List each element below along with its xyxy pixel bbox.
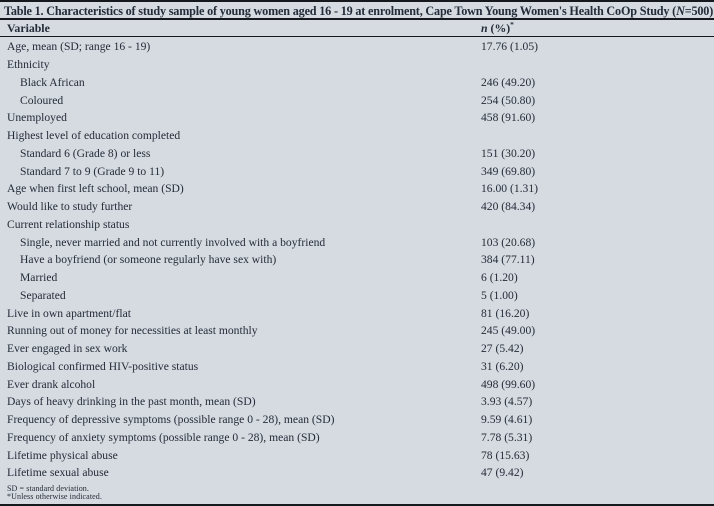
row-value: 349 (69.80)	[481, 164, 536, 178]
table-row	[0, 233, 714, 251]
table-row	[0, 162, 714, 180]
row-value: 420 (84.34)	[481, 200, 536, 214]
table-row	[0, 198, 714, 216]
column-header-variable: Variable	[7, 20, 50, 35]
table-row	[0, 358, 714, 376]
row-value: 78 (15.63)	[481, 448, 530, 462]
row-value: 17.76 (1.05)	[481, 40, 538, 54]
row-label: Biological confirmed HIV-positive status	[7, 359, 199, 373]
row-value: 103 (20.68)	[481, 235, 536, 249]
row-value: 7.78 (5.31)	[481, 430, 533, 444]
row-value: 5 (1.00)	[481, 288, 518, 302]
row-label: Lifetime sexual abuse	[7, 466, 109, 480]
row-label: Ethnicity	[7, 58, 50, 72]
row-label: Married	[20, 271, 58, 285]
row-label: Have a boyfriend (or someone regularly have sex with)	[20, 253, 277, 267]
table-row	[0, 446, 714, 464]
row-label: Days of heavy drinking in the past month, mean (SD)	[7, 395, 256, 409]
table-row	[0, 38, 714, 56]
table-row	[0, 340, 714, 358]
table-footnotes	[0, 485, 714, 502]
table-row	[0, 393, 714, 411]
row-label: Standard 7 to 9 (Grade 9 to 11)	[20, 164, 165, 178]
table-row	[0, 91, 714, 109]
row-value: 27 (5.42)	[481, 342, 524, 356]
row-value: 245 (49.00)	[481, 324, 536, 338]
row-label: Coloured	[20, 93, 64, 107]
row-value: 498 (99.60)	[481, 377, 536, 391]
row-value: 6 (1.20)	[481, 271, 518, 285]
table-row	[0, 375, 714, 393]
row-value: 31 (6.20)	[481, 359, 524, 373]
row-label: Age when first left school, mean (SD)	[7, 182, 184, 196]
row-value: 151 (30.20)	[481, 146, 536, 160]
table-row	[0, 180, 714, 198]
row-label: Black African	[20, 75, 85, 89]
row-label: Would like to study further	[7, 200, 133, 214]
footnote-sd: SD = standard deviation.	[7, 483, 90, 493]
table-row	[0, 304, 714, 322]
row-value: 254 (50.80)	[481, 93, 536, 107]
table-row	[0, 56, 714, 74]
row-value: 384 (77.11)	[481, 253, 535, 267]
table-title	[0, 2, 714, 20]
row-label: Ever engaged in sex work	[7, 342, 128, 356]
table-row	[0, 411, 714, 429]
table-row	[0, 251, 714, 269]
row-value: 458 (91.60)	[481, 111, 536, 125]
table-title-suffix: =500)	[684, 4, 714, 18]
row-value: 47 (9.42)	[481, 466, 524, 480]
row-value: 16.00 (1.31)	[481, 182, 538, 196]
column-header-n-percent	[481, 21, 714, 36]
row-label: Unemployed	[7, 111, 67, 125]
row-label: Standard 6 (Grade 8) or less	[20, 146, 151, 160]
footnote-marker: *	[510, 19, 514, 29]
row-label: Ever drank alcohol	[7, 377, 96, 391]
row-value: 3.93 (4.57)	[481, 395, 533, 409]
n-percent-text: (%)	[487, 20, 511, 35]
table-row	[0, 269, 714, 287]
table-row	[0, 429, 714, 447]
row-value: 81 (16.20)	[481, 306, 530, 320]
row-label: Highest level of education completed	[7, 129, 181, 143]
table-title-n-italic: N	[676, 4, 685, 18]
table-row	[0, 322, 714, 340]
table-header-row	[0, 20, 714, 37]
row-label: Live in own apartment/flat	[7, 306, 131, 320]
table-row	[0, 464, 714, 482]
table-row	[0, 216, 714, 234]
table-row	[0, 287, 714, 305]
table-body	[0, 37, 714, 482]
n-italic: n	[481, 20, 488, 35]
table-row	[0, 145, 714, 163]
row-label: Frequency of depressive symptoms (possible range 0 - 28), mean (SD)	[7, 413, 335, 427]
table-row	[0, 74, 714, 92]
row-value: 9.59 (4.61)	[481, 413, 533, 427]
table-title-text: Table 1. Characteristics of study sample of young women aged 16 - 19 at enrolment, Cape Town Young Women's Health CoOp Study (	[4, 4, 677, 18]
table-row	[0, 127, 714, 145]
row-label: Single, never married and not currently involved with a boyfriend	[20, 235, 326, 249]
row-label: Lifetime physical abuse	[7, 448, 118, 462]
table-row	[0, 109, 714, 127]
row-label: Current relationship status	[7, 217, 130, 231]
row-label: Age, mean (SD; range 16 - 19)	[7, 40, 151, 54]
row-label: Frequency of anxiety symptoms (possible range 0 - 28), mean (SD)	[7, 430, 320, 444]
footnote-unless: *Unless otherwise indicated.	[7, 492, 102, 502]
row-value: 246 (49.20)	[481, 75, 536, 89]
row-label: Separated	[20, 288, 66, 302]
row-label: Running out of money for necessities at least monthly	[7, 324, 258, 338]
